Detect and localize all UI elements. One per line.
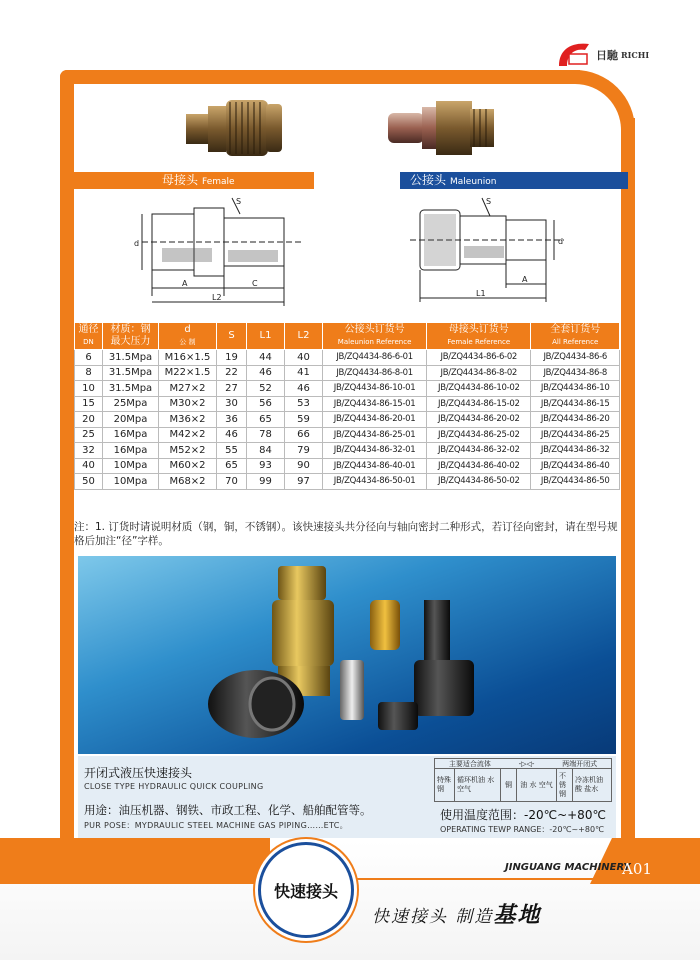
table-row <box>75 412 620 428</box>
brand-logo <box>555 40 649 70</box>
purpose-cn: 用途：油压机器、钢铁、市政工程、化学、船舶配管等。 <box>84 803 372 817</box>
table-cell: JB/ZQ4434-86-32-02 <box>427 443 531 459</box>
header-s: S <box>217 323 247 350</box>
table-header-row <box>75 323 620 350</box>
medium-mat-stainless: 不锈钢 <box>557 769 573 801</box>
male-coupling-image <box>382 95 500 161</box>
table-cell: 20Mpa <box>103 412 159 428</box>
product-title-cn: 开闭式液压快速接头 <box>84 766 193 780</box>
table-cell: 31.5Mpa <box>103 381 159 397</box>
slogan-b: 基地 <box>493 903 542 928</box>
table-cell: JB/ZQ4434-86-6 <box>531 350 620 366</box>
table-cell: 46 <box>217 427 247 443</box>
table-cell: 6 <box>75 350 103 366</box>
header-male-ref: 公接头订货号 <box>344 324 405 335</box>
table-cell: 27 <box>217 381 247 397</box>
header-l1: L1 <box>247 323 285 350</box>
purpose-en: PUR POSE：MYDRAULIC STEEL MACHINE GAS PIPING……ETC。 <box>84 821 348 830</box>
table-cell: 93 <box>247 458 285 474</box>
category-badge <box>258 842 354 938</box>
table-cell: M60×2 <box>159 458 217 474</box>
table-cell: 40 <box>285 350 323 366</box>
category-badge-text: 快速接头 <box>273 881 338 901</box>
table-cell: JB/ZQ4434-86-50-02 <box>427 474 531 490</box>
medium-header-2: 两端开闭式 <box>562 759 598 768</box>
table-cell: JB/ZQ4434-86-15-01 <box>323 396 427 412</box>
female-title: 母接头 <box>162 173 199 187</box>
header-material2: 最大压力 <box>110 336 151 347</box>
table-cell: M52×2 <box>159 443 217 459</box>
description-box <box>78 756 616 838</box>
table-cell: JB/ZQ4434-86-20-01 <box>323 412 427 428</box>
table-cell: 53 <box>285 396 323 412</box>
table-cell: 20 <box>75 412 103 428</box>
spec-table-body <box>75 350 620 490</box>
header-dn-sub: DN <box>83 338 94 346</box>
order-note: 注：1. 订货时请说明材质（钢，铜，不锈钢）。该快速接头共分径向与轴向密封二种形式，若订径向密封，请在型号规格后加注“径”字样。 <box>74 521 618 547</box>
table-cell: JB/ZQ4434-86-8-01 <box>323 365 427 381</box>
table-cell: 44 <box>247 350 285 366</box>
svg-text:S: S <box>486 197 492 206</box>
temperature-cn: 使用温度范围：-20℃~+80℃ <box>440 808 606 822</box>
medium-header-1: 主要适合流体 <box>448 759 491 768</box>
table-row <box>75 396 620 412</box>
table-row <box>75 443 620 459</box>
female-label-bar <box>74 172 314 189</box>
logo-icon <box>555 40 593 70</box>
table-cell: 97 <box>285 474 323 490</box>
table-cell: JB/ZQ4434-86-32 <box>531 443 620 459</box>
table-cell: 10 <box>75 381 103 397</box>
table-cell: JB/ZQ4434-86-6-01 <box>323 350 427 366</box>
table-row <box>75 350 620 366</box>
table-cell: 8 <box>75 365 103 381</box>
table-cell: 31.5Mpa <box>103 350 159 366</box>
table-cell: 59 <box>285 412 323 428</box>
header-dn: 通径 <box>78 324 99 335</box>
table-cell: 70 <box>217 474 247 490</box>
table-cell: JB/ZQ4434-86-40-01 <box>323 458 427 474</box>
male-title: 公接头 <box>410 173 447 187</box>
product-photo <box>78 556 616 754</box>
table-cell: JB/ZQ4434-86-8-02 <box>427 365 531 381</box>
table-cell: M30×2 <box>159 396 217 412</box>
table-cell: JB/ZQ4434-86-20 <box>531 412 620 428</box>
table-cell: 22 <box>217 365 247 381</box>
svg-text:L1: L1 <box>476 289 486 298</box>
table-cell: JB/ZQ4434-86-50-01 <box>323 474 427 490</box>
table-cell: JB/ZQ4434-86-25-01 <box>323 427 427 443</box>
svg-text:C: C <box>252 279 258 288</box>
table-cell: 46 <box>247 365 285 381</box>
table-cell: JB/ZQ4434-86-50 <box>531 474 620 490</box>
footer-orange-left <box>0 838 270 884</box>
table-cell: 66 <box>285 427 323 443</box>
table-cell: JB/ZQ4434-86-32-01 <box>323 443 427 459</box>
header-female-ref-sub: Female Reference <box>447 338 511 346</box>
table-cell: M42×2 <box>159 427 217 443</box>
table-cell: M16×1.5 <box>159 350 217 366</box>
header-all-ref-sub: All Reference <box>552 338 599 346</box>
header-d: d <box>184 324 191 335</box>
table-row <box>75 365 620 381</box>
table-cell: 32 <box>75 443 103 459</box>
table-cell: 30 <box>217 396 247 412</box>
table-cell: 78 <box>247 427 285 443</box>
table-row <box>75 381 620 397</box>
table-cell: 55 <box>217 443 247 459</box>
medium-mat-copper: 铜 <box>501 769 517 801</box>
table-cell: JB/ZQ4434-86-25 <box>531 427 620 443</box>
medium-mat-steel: 特殊钢 <box>435 769 455 801</box>
table-row <box>75 427 620 443</box>
table-cell: JB/ZQ4434-86-6-02 <box>427 350 531 366</box>
table-cell: 90 <box>285 458 323 474</box>
spec-table <box>74 322 620 490</box>
table-cell: 10Mpa <box>103 458 159 474</box>
table-cell: 31.5Mpa <box>103 365 159 381</box>
left-orange-band <box>60 70 74 840</box>
temperature-en: OPERATING TEWP RANGE：-20℃~+80℃ <box>440 825 605 834</box>
table-cell: 65 <box>217 458 247 474</box>
table-cell: 25Mpa <box>103 396 159 412</box>
table-cell: 56 <box>247 396 285 412</box>
header-male-ref-sub: Maleunion Reference <box>337 338 412 346</box>
table-cell: 52 <box>247 381 285 397</box>
top-orange-band <box>60 70 580 84</box>
female-subtitle: Female <box>202 177 235 187</box>
medium-fluid-copper: 油 水 空气 <box>517 769 557 801</box>
table-cell: 65 <box>247 412 285 428</box>
svg-text:S: S <box>236 197 242 206</box>
table-row <box>75 458 620 474</box>
svg-text:A: A <box>522 275 528 284</box>
male-subtitle: Maleunion <box>450 177 497 187</box>
header-l2: L2 <box>285 323 323 350</box>
table-cell: M27×2 <box>159 381 217 397</box>
medium-fluid-stainless: 冷冻机油 酸 盐水 <box>575 776 603 793</box>
table-cell: 50 <box>75 474 103 490</box>
table-cell: JB/ZQ4434-86-20-02 <box>427 412 531 428</box>
table-cell: M36×2 <box>159 412 217 428</box>
header-material: 材质：钢 <box>110 324 151 335</box>
table-row <box>75 474 620 490</box>
company-name: JINGUANG MACHINERY <box>505 862 631 873</box>
male-drawing <box>404 196 574 314</box>
male-label-bar <box>400 172 628 189</box>
header-d-sub: 公 制 <box>179 338 196 346</box>
table-cell: 36 <box>217 412 247 428</box>
table-cell: 46 <box>285 381 323 397</box>
table-cell: JB/ZQ4434-86-8 <box>531 365 620 381</box>
table-cell: JB/ZQ4434-86-15 <box>531 396 620 412</box>
table-cell: 25 <box>75 427 103 443</box>
table-cell: 79 <box>285 443 323 459</box>
header-all-ref: 全套订货号 <box>550 324 601 335</box>
female-coupling-image <box>182 92 292 164</box>
table-cell: 16Mpa <box>103 443 159 459</box>
table-cell: JB/ZQ4434-86-10-02 <box>427 381 531 397</box>
svg-text:d: d <box>558 237 564 246</box>
product-title-en: CLOSE TYPE HYDRAULIC QUICK COUPLING <box>84 782 264 791</box>
logo-text: 日馳 <box>596 49 618 62</box>
table-cell: 40 <box>75 458 103 474</box>
valve-symbol-icon: -▷◁- <box>518 759 535 768</box>
header-female-ref: 母接头订货号 <box>448 324 509 335</box>
female-drawing <box>132 196 312 316</box>
right-orange-band <box>621 118 635 838</box>
table-cell: 15 <box>75 396 103 412</box>
table-cell: 16Mpa <box>103 427 159 443</box>
svg-text:L2: L2 <box>212 293 222 302</box>
table-cell: 84 <box>247 443 285 459</box>
slogan-a: 快速接头 制造 <box>372 907 494 927</box>
table-cell: M68×2 <box>159 474 217 490</box>
table-cell: 99 <box>247 474 285 490</box>
svg-text:d: d <box>134 239 140 248</box>
table-cell: 19 <box>217 350 247 366</box>
table-cell: 10Mpa <box>103 474 159 490</box>
table-cell: JB/ZQ4434-86-15-02 <box>427 396 531 412</box>
page-number: A01 <box>622 860 652 878</box>
table-cell: JB/ZQ4434-86-40-02 <box>427 458 531 474</box>
svg-text:A: A <box>182 279 188 288</box>
table-cell: 41 <box>285 365 323 381</box>
slogan <box>372 898 541 929</box>
table-cell: M22×1.5 <box>159 365 217 381</box>
table-cell: JB/ZQ4434-86-25-02 <box>427 427 531 443</box>
table-cell: JB/ZQ4434-86-10 <box>531 381 620 397</box>
table-cell: JB/ZQ4434-86-10-01 <box>323 381 427 397</box>
medium-table <box>434 758 612 802</box>
table-cell: JB/ZQ4434-86-40 <box>531 458 620 474</box>
logo-latin: RICHI <box>621 50 650 60</box>
medium-fluid-steel: 循环机油 水 空气 <box>455 769 501 801</box>
